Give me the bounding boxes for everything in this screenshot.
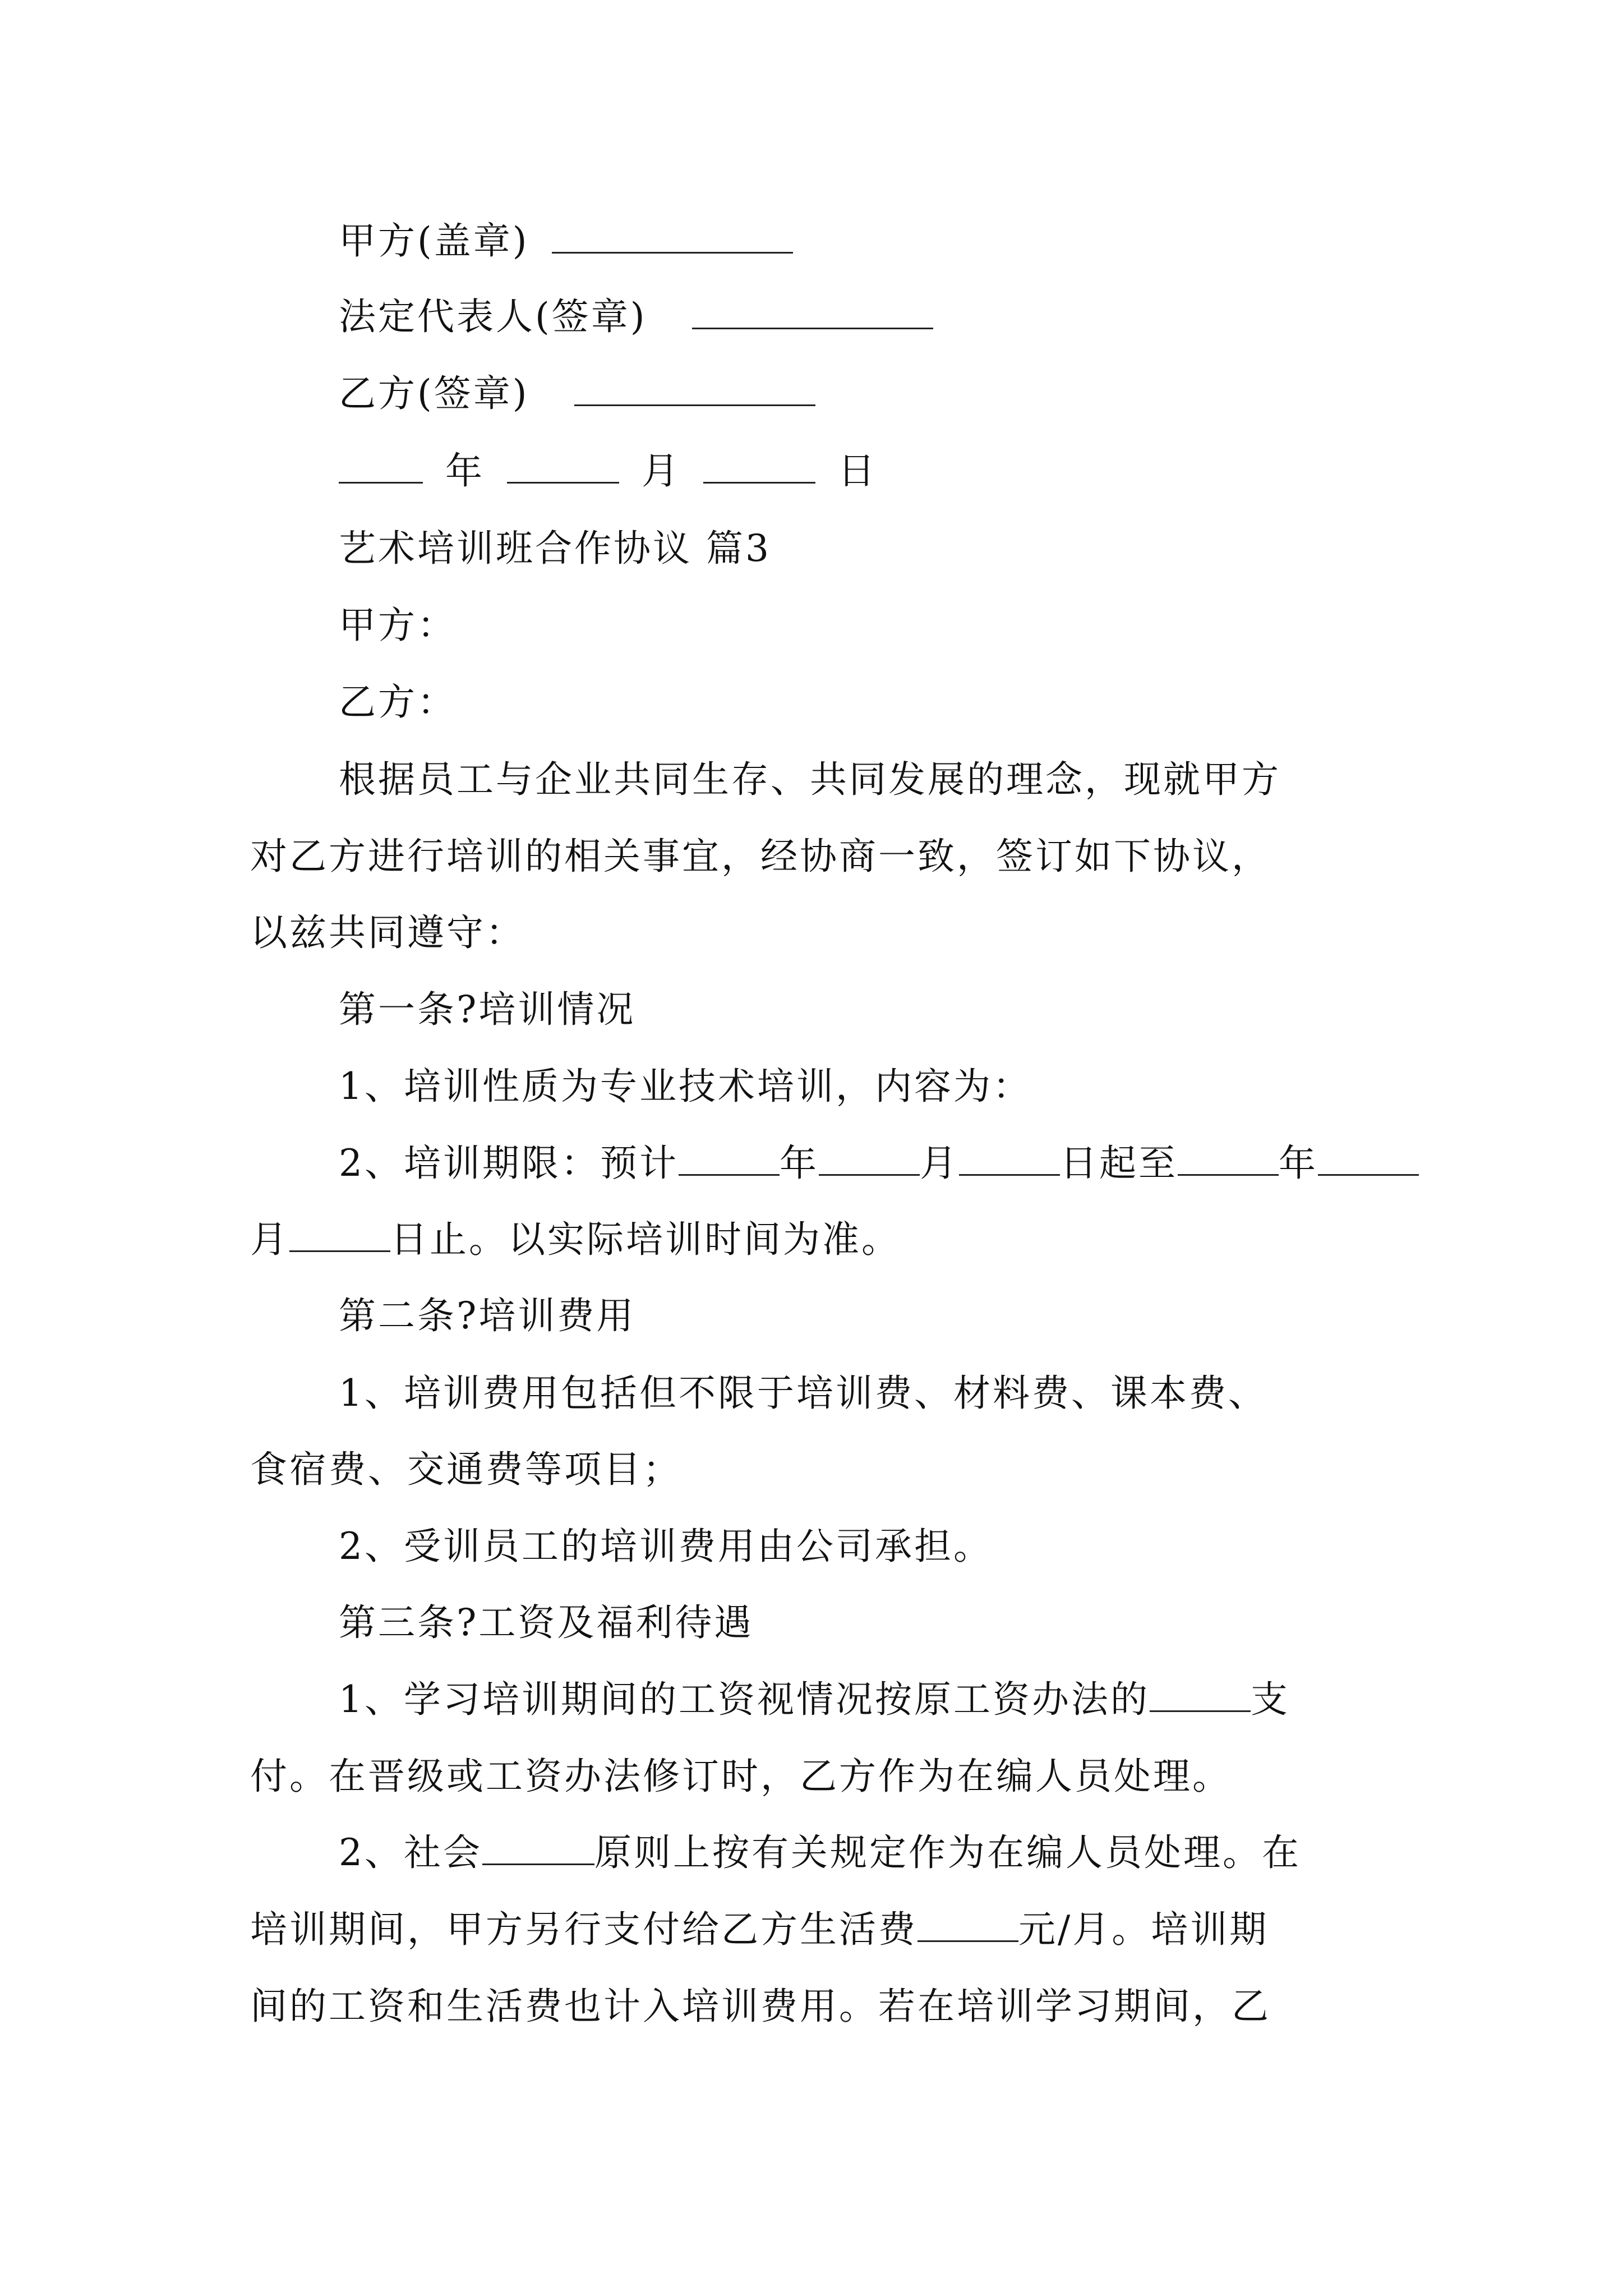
party-a-seal-label: 甲方(盖章) bbox=[339, 219, 529, 263]
wage-text: 1、学习培训期间的工资视情况按原工资办法的 bbox=[339, 1678, 1150, 1721]
end-month-label: 月 bbox=[250, 1218, 289, 1261]
living-cost-text: 培训期间，甲方另行支付给乙方生活费 bbox=[250, 1908, 917, 1951]
section-title: 艺术培训班合作协议 篇3 bbox=[339, 527, 771, 570]
start-day-blank bbox=[959, 1143, 1060, 1176]
social-text: 原则上按有关规定作为在编人员处理。在 bbox=[594, 1831, 1301, 1874]
intro-line-3: 以兹共同遵守： bbox=[250, 911, 525, 954]
end-month-blank bbox=[1318, 1143, 1419, 1176]
signature-party-a bbox=[339, 213, 1488, 269]
living-cost-blank bbox=[917, 1909, 1018, 1942]
article-3-item-2-line-2 bbox=[250, 1902, 1400, 1958]
signature-date bbox=[339, 443, 1488, 499]
article-3-item-2-line-1 bbox=[339, 1825, 1488, 1881]
date-month-label: 月 bbox=[642, 449, 681, 493]
date-day-label: 日 bbox=[838, 449, 877, 493]
article-3-item-2-line-3: 间的工资和生活费也计入培训费用。若在培训学习期间，乙 bbox=[250, 1985, 1271, 2028]
date-day-blank bbox=[703, 450, 815, 484]
end-day-blank bbox=[289, 1219, 390, 1252]
signature-party-b bbox=[339, 366, 1488, 422]
party-b-label: 乙方： bbox=[339, 680, 457, 724]
wage-text-end: 支 bbox=[1251, 1678, 1290, 1721]
party-a-seal-blank bbox=[552, 220, 793, 254]
date-month-blank bbox=[507, 450, 619, 484]
date-year-label: 年 bbox=[445, 449, 485, 493]
article-1-title: 第一条?培训情况 bbox=[339, 988, 636, 1031]
intro-line-1: 根据员工与企业共同生存、共同发展的理念，现就甲方 bbox=[339, 758, 1281, 801]
article-1-item-2-cont bbox=[250, 1212, 1400, 1268]
end-day-label: 日止。以实际培训时间为准。 bbox=[390, 1218, 901, 1261]
wage-ratio-blank bbox=[1150, 1679, 1251, 1712]
end-year-label: 年 bbox=[1279, 1142, 1318, 1185]
end-year-blank bbox=[1178, 1143, 1279, 1176]
party-b-sign-label: 乙方(签章) bbox=[339, 372, 529, 415]
party-b-sign-blank bbox=[574, 373, 815, 406]
date-year-blank bbox=[339, 450, 423, 484]
social-label: 2、社会 bbox=[339, 1831, 482, 1874]
start-month-blank bbox=[819, 1143, 920, 1176]
start-year-blank bbox=[679, 1143, 780, 1176]
signature-legal-rep bbox=[339, 289, 1488, 345]
living-cost-unit: 元/月。培训期 bbox=[1018, 1908, 1269, 1951]
start-day-label: 日起至 bbox=[1060, 1142, 1178, 1185]
intro-line-2: 对乙方进行培训的相关事宜，经协商一致，签订如下协议， bbox=[250, 835, 1271, 878]
legal-rep-label: 法定代表人(签章) bbox=[339, 295, 647, 338]
start-year-label: 年 bbox=[780, 1142, 819, 1185]
article-2-item-2: 2、受训员工的培训费用由公司承担。 bbox=[339, 1525, 993, 1568]
article-2-item-1-line-1: 1、培训费用包括但不限于培训费、材料费、课本费、 bbox=[339, 1372, 1267, 1415]
article-3-item-1-line-2: 付。在晋级或工资办法修订时，乙方作为在编人员处理。 bbox=[250, 1755, 1232, 1798]
start-month-label: 月 bbox=[920, 1142, 959, 1185]
article-2-title: 第二条?培训费用 bbox=[339, 1294, 636, 1337]
article-3-item-1-line-1 bbox=[339, 1672, 1488, 1728]
party-a-label: 甲方： bbox=[339, 604, 457, 647]
article-1-item-2 bbox=[339, 1135, 1488, 1191]
legal-rep-blank bbox=[692, 296, 933, 329]
article-1-item-1: 1、培训性质为专业技术培训，内容为： bbox=[339, 1065, 1032, 1108]
article-3-title: 第三条?工资及福利待遇 bbox=[339, 1601, 754, 1644]
social-blank bbox=[482, 1832, 594, 1865]
training-period-label: 2、培训期限：预计 bbox=[339, 1142, 679, 1185]
article-2-item-1-line-2: 食宿费、交通费等项目； bbox=[250, 1448, 682, 1491]
